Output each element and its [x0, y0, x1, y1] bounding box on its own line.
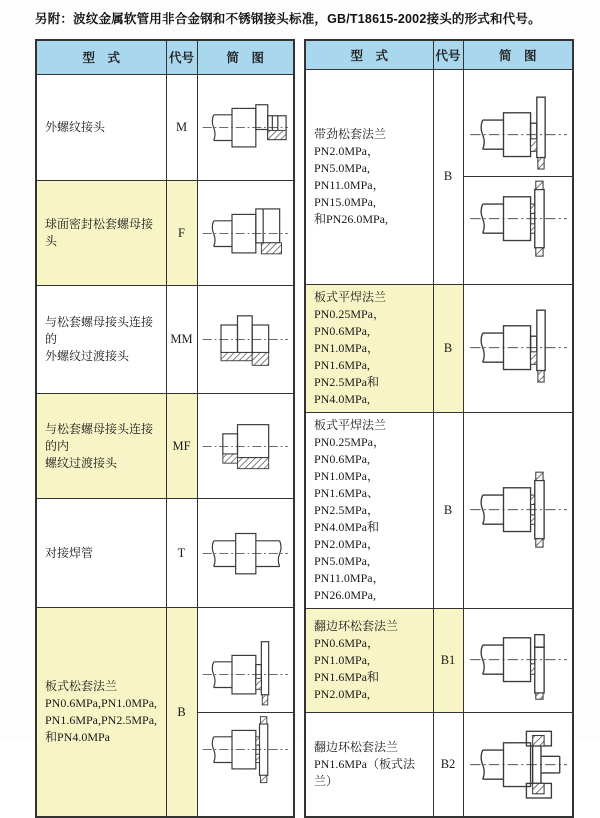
diagram-flange-both-icon: [466, 468, 570, 551]
diagram-cell: [197, 394, 294, 499]
table-row: [305, 608, 573, 712]
diagram-flange-both-frame: [198, 712, 294, 786]
diagram-nipple-icon: [199, 303, 291, 376]
diagram-flange-down-frame: [464, 618, 573, 701]
code-cell: B1: [433, 608, 463, 712]
diagram-male-thread-frame: [198, 91, 294, 164]
type-cell: 球面密封松套螺母接头: [36, 181, 166, 286]
joint-tables: [35, 39, 574, 818]
type-cell: 翻边环松套法兰 PN1.6MPa（板式法兰）: [305, 712, 433, 817]
code-cell: MF: [166, 394, 197, 499]
code-cell: MM: [166, 286, 197, 394]
type-cell: 外螺纹接头: [36, 74, 166, 180]
page-title: 另附：波纹金属软管用非合金钢和不锈钢接头标准，GB/T18615-2002接头的形式和代号。: [35, 12, 541, 26]
diagram-cell: [197, 181, 294, 286]
left-header-diagram: 简 图: [197, 40, 294, 74]
table-row: [36, 608, 294, 817]
code-cell: B: [433, 284, 463, 412]
left-table: [35, 39, 295, 818]
right-header-code: 代号: [433, 40, 463, 69]
diagram-loose-nut-icon: [199, 197, 291, 270]
diagram-flange-plate-up-frame: [464, 306, 573, 389]
diagram-cell: [463, 412, 573, 608]
diagram-cell: [197, 74, 294, 180]
diagram-flange-plate-up-frame: [198, 638, 294, 711]
diagram-cell: [463, 284, 573, 412]
code-cell: F: [166, 181, 197, 286]
code-cell: T: [166, 499, 197, 608]
table-row: [305, 412, 573, 608]
right-header-row: [305, 40, 573, 69]
diagram-butt-weld-icon: [199, 517, 291, 590]
diagram-cell: [463, 608, 573, 712]
diagram-flange-lap-frame: [464, 723, 573, 806]
diagram-flange-plate-up-frame: [464, 93, 573, 176]
diagram-flange-plate-up-icon: [199, 638, 291, 711]
table-row: [36, 74, 294, 180]
type-cell: 带劲松套法兰 PN2.0MPa，PN5.0MPa, PN11.0MPa，PN15.0MPa, 和PN26.0MPa,: [305, 69, 433, 284]
table-row: [305, 69, 573, 284]
type-cell: 板式平焊法兰 PN0.25MPa，PN0.6MPa, PN1.0MPa，PN1.6MPa、 PN2.5MPa，PN4.0MPa和 PN2.0MPa，PN5.0MPa, PN11.0MPa，PN26.0MPa,: [305, 412, 433, 608]
type-cell: 板式松套法兰 PN0.6MPa,PN1.0MPa, PN1.6MPa,PN2.5MPa, 和PN4.0MPa: [36, 608, 166, 817]
type-cell: 板式平焊法兰 PN0.25MPa，PN0.6MPa, PN1.0MPa，PN1.6MPa, PN2.5MPa和PN4.0MPa,: [305, 284, 433, 412]
table-row: [36, 286, 294, 394]
diagram-nipple-frame: [198, 303, 294, 376]
left-header-type: 型 式: [36, 40, 166, 74]
code-cell: B: [166, 608, 197, 817]
diagram-cell: [197, 499, 294, 608]
table-row: [305, 712, 573, 817]
code-cell: B: [433, 412, 463, 608]
diagram-cell: [463, 712, 573, 817]
diagram-flange-plate-up-icon: [466, 93, 570, 176]
right-header-type: 型 式: [305, 40, 433, 69]
table-row: [305, 284, 573, 412]
diagram-flange-plate-up-icon: [466, 306, 570, 389]
type-cell: 与松套螺母接头连接的 外螺纹过渡接头: [36, 286, 166, 394]
code-cell: M: [166, 74, 197, 180]
diagram-female-adapter-icon: [199, 410, 291, 483]
diagram-butt-weld-frame: [198, 517, 294, 590]
diagram-flange-down-icon: [466, 618, 570, 701]
left-header-row: [36, 40, 294, 74]
diagram-flange-both-frame: [464, 176, 573, 260]
diagram-loose-nut-frame: [198, 197, 294, 270]
diagram-flange-lap-icon: [466, 723, 570, 806]
type-cell: 与松套螺母接头连接的内 螺纹过渡接头: [36, 394, 166, 499]
type-cell: 对接焊管: [36, 499, 166, 608]
diagram-female-adapter-frame: [198, 410, 294, 483]
type-cell: 翻边环松套法兰 PN0.6MPa，PN1.0MPa, PN1.6MPa和PN2.0MPa,: [305, 608, 433, 712]
diagram-cell: [197, 608, 294, 817]
table-row: [36, 499, 294, 608]
code-cell: B: [433, 69, 463, 284]
diagram-flange-both-frame: [464, 468, 573, 551]
diagram-male-thread-icon: [199, 91, 291, 164]
diagram-cell: [463, 69, 573, 284]
right-header-diagram: 简 图: [463, 40, 573, 69]
left-header-code: 代号: [166, 40, 197, 74]
code-cell: B2: [433, 712, 463, 817]
table-row: [36, 181, 294, 286]
diagram-flange-both-icon: [466, 177, 570, 260]
diagram-cell: [197, 286, 294, 394]
right-table: [304, 39, 574, 818]
table-row: [36, 394, 294, 499]
diagram-flange-both-icon: [199, 713, 291, 786]
